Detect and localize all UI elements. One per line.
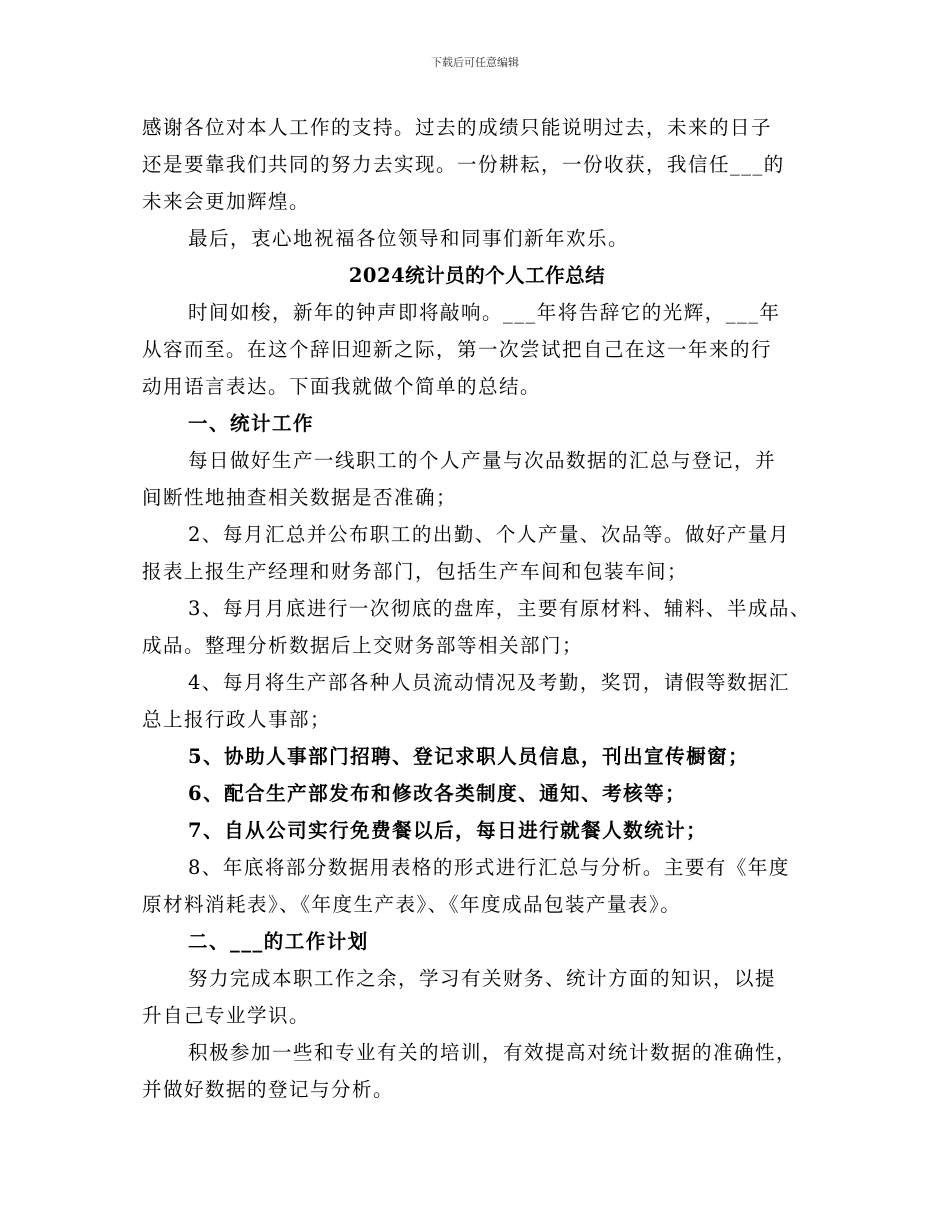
paragraph-line: 从容而至。在这个辞旧迎新之际，第一次尝试把自己在这一年来的行 [142,338,773,361]
paragraph-line: 未来会更加辉煌。 [142,190,311,213]
list-item-line: 5、协助人事部门招聘、登记求职人员信息，刊出宣传橱窗； [188,745,750,768]
paragraph-line: 最后，衷心地祝福各位领导和同事们新年欢乐。 [188,227,630,250]
list-item-line: 总上报行政人事部； [142,708,332,731]
list-item-line: 原材料消耗表》、《年度生产表》、《年度成品包装产量表》。 [142,893,682,916]
paragraph-line: 努力完成本职工作之余，学习有关财务、统计方面的知识，以提 [188,967,777,990]
list-item-line: 4、每月将生产部各种人员流动情况及考勤，奖罚，请假等数据汇 [188,671,790,694]
paragraph-line: 动用语言表达。下面我就做个简单的总结。 [142,375,542,398]
list-item-line: 3、每月月底进行一次彻底的盘库，主要有原材料、辅料、半成品、 [188,597,811,620]
paragraph-line: 还是要靠我们共同的努力去实现。一份耕耘，一份收获，我信任___的 [142,153,785,176]
list-item-line: 2、每月汇总并公布职工的出勤、个人产量、次品等。做好产量月 [188,523,790,546]
paragraph-line: 每日做好生产一线职工的个人产量与次品数据的汇总与登记，并 [188,449,777,472]
list-item-line: 7、自从公司实行免费餐以后，每日进行就餐人数统计； [188,819,708,842]
paragraph-line: 时间如梭，新年的钟声即将敲响。___年将告辞它的光辉，___年 [188,301,781,324]
page-header: 下载后可任意编辑 [431,56,519,69]
paragraph-line: 积极参加一些和专业有关的培训，有效提高对统计数据的准确性， [188,1041,798,1064]
section-heading: 一、统计工作 [188,412,315,435]
paragraph-line: 并做好数据的登记与分析。 [142,1078,395,1101]
paragraph-line: 间断性地抽查相关数据是否准确； [142,486,458,509]
list-item-line: 8、年底将部分数据用表格的形式进行汇总与分析。主要有《年度 [188,856,790,879]
list-item-line: 6、配合生产部发布和修改各类制度、通知、考核等； [188,782,687,805]
paragraph-line: 升自己专业学识。 [142,1004,311,1027]
document-body [142,109,812,1108]
list-item-line: 成品。整理分析数据后上交财务部等相关部门； [142,634,584,657]
list-item-line: 报表上报生产经理和财务部门，包括生产车间和包装车间； [142,560,689,583]
section-heading: 二、___的工作计划 [188,930,369,953]
document-title: 2024统计员的个人工作总结 [348,264,606,287]
paragraph-line: 感谢各位对本人工作的支持。过去的成绩只能说明过去，未来的日子 [142,116,773,139]
